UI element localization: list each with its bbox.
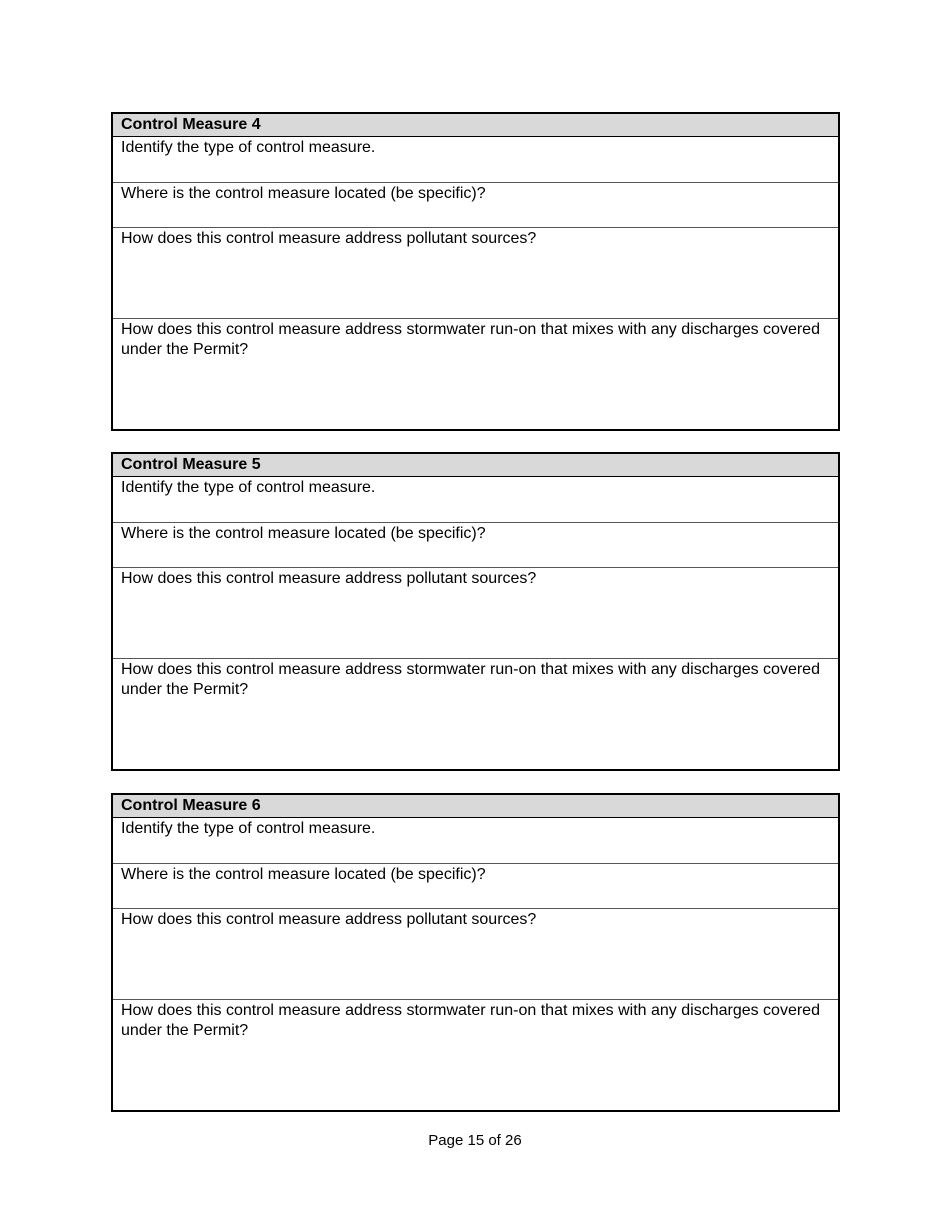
control-measure-6-table (111, 793, 840, 1112)
control-measure-4-table (111, 112, 840, 431)
location-field[interactable]: Where is the control measure located (be specific)? (113, 864, 838, 909)
location-field[interactable]: Where is the control measure located (be specific)? (113, 523, 838, 568)
pollutant-sources-field[interactable]: How does this control measure address pollutant sources? (113, 568, 838, 659)
location-field[interactable]: Where is the control measure located (be specific)? (113, 183, 838, 228)
type-field[interactable]: Identify the type of control measure. (113, 137, 838, 183)
pollutant-sources-field[interactable]: How does this control measure address pollutant sources? (113, 228, 838, 319)
stormwater-runon-field[interactable]: How does this control measure address stormwater run-on that mixes with any discharges covered under the Permit? (121, 1002, 820, 1039)
pollutant-sources-field[interactable]: How does this control measure address pollutant sources? (113, 909, 838, 1000)
page-number: Page 15 of 26 (428, 1132, 522, 1149)
table-header: Control Measure 4 (113, 114, 838, 137)
table-header: Control Measure 6 (113, 795, 838, 818)
stormwater-runon-field[interactable]: How does this control measure address stormwater run-on that mixes with any discharges covered under the Permit? (121, 661, 820, 698)
control-measure-5-table (111, 452, 840, 771)
type-field[interactable]: Identify the type of control measure. (113, 818, 838, 864)
stormwater-runon-field[interactable]: How does this control measure address stormwater run-on that mixes with any discharges covered under the Permit? (121, 321, 820, 358)
table-header: Control Measure 5 (113, 454, 838, 477)
type-field[interactable]: Identify the type of control measure. (113, 477, 838, 523)
